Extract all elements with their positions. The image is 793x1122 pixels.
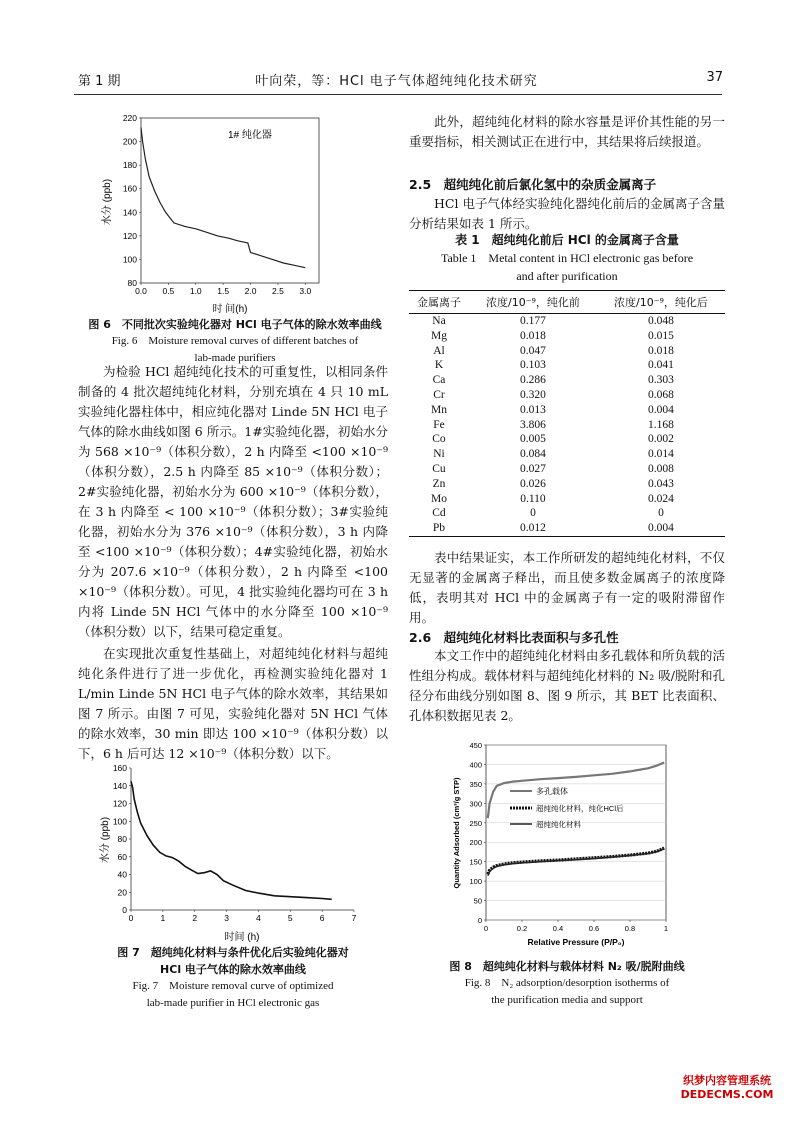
fig7-series-line bbox=[131, 781, 332, 899]
table1-cell-ion: Na bbox=[432, 315, 446, 327]
table1-cell-after: 0.015 bbox=[648, 329, 674, 342]
fig8-chart bbox=[450, 735, 690, 950]
fig6-caption bbox=[74, 316, 396, 367]
table1-cell-ion: Cd bbox=[432, 507, 446, 520]
table1-cell-before: 0.320 bbox=[520, 388, 546, 401]
table-row bbox=[409, 492, 725, 507]
y-tick-label: 80 bbox=[127, 278, 137, 288]
fig7-caption-cn-1: 图 7 超纯纯化材料与条件优化后实验纯化器对 bbox=[117, 946, 349, 959]
table1-cell-before: 0.012 bbox=[469, 521, 597, 536]
table1-header-row bbox=[409, 291, 725, 314]
table1-cell-after: 0.018 bbox=[648, 344, 674, 357]
table1-cell-ion: Mo bbox=[430, 492, 447, 505]
fig8-y-ticks bbox=[469, 741, 486, 925]
fig7-x-ticks bbox=[129, 910, 357, 923]
table1-cell-ion: Cr bbox=[433, 388, 445, 401]
table1-cell-ion: Mn bbox=[430, 403, 447, 416]
fig6-xlabel: 时 间(h) bbox=[212, 304, 248, 315]
fig7-caption-en-1: Fig. 7 Moisture removal curve of optimized bbox=[132, 980, 334, 992]
x-tick-label: 0.0 bbox=[135, 286, 147, 296]
table1-cell-after: 0.024 bbox=[648, 492, 674, 505]
watermark-line-2: DEDECMS.COM bbox=[680, 1088, 774, 1101]
y-tick-label: 0 bbox=[477, 916, 482, 925]
table-row bbox=[409, 358, 725, 373]
table1-header-ion: 金属离子 bbox=[409, 291, 469, 314]
y-tick-label: 50 bbox=[473, 896, 482, 906]
y-tick-label: 200 bbox=[122, 136, 137, 147]
y-tick-label: 120 bbox=[122, 230, 137, 241]
table1-cell-before: 0.177 bbox=[520, 315, 546, 327]
y-tick-label: 140 bbox=[122, 207, 137, 218]
issue-label: 第 1 期 bbox=[78, 74, 121, 89]
fig8-xlabel: Relative Pressure (P/P₀) bbox=[527, 937, 625, 947]
table1-cell-ion: Fe bbox=[433, 418, 445, 431]
table1-cell-ion: Zn bbox=[432, 477, 446, 490]
table1-cell-before: 0.286 bbox=[520, 374, 546, 387]
right-paragraph-1-block bbox=[409, 112, 725, 152]
table-row bbox=[409, 521, 725, 536]
table1-cell-after: 0.014 bbox=[648, 448, 674, 461]
table1-cell-ion: Co bbox=[432, 433, 446, 446]
fig7-chart bbox=[96, 760, 366, 945]
fig8-legend-1: 多孔载体 bbox=[536, 787, 568, 796]
y-tick-label: 0 bbox=[122, 905, 127, 915]
table1-cell-before: 0 bbox=[530, 507, 536, 520]
table1-title-cn: 表 1 超纯纯化前后 HCl 的金属离子含量 bbox=[455, 233, 679, 247]
x-tick-label: 0.6 bbox=[588, 924, 600, 933]
table1-title-en-1: Table 1 Metal content in HCl electronic gas before bbox=[440, 251, 694, 265]
x-tick-label: 0.5 bbox=[162, 286, 175, 296]
fig6-y-ticks bbox=[123, 113, 141, 288]
y-tick-label: 100 bbox=[122, 254, 137, 265]
table1-cell-before: 3.806 bbox=[520, 418, 546, 431]
right-paragraph-3: 表中结果证实，本工作所研发的超纯纯化材料，不仅无显著的金属离子释出，而且使多数金属离子的浓度降低，表明其对 HCl 中的金属离子有一定的吸附滞留作用。 bbox=[409, 550, 725, 625]
y-tick-label: 250 bbox=[469, 818, 482, 828]
right-paragraph-2: HCl 电子气体经实验纯化器纯化前后的金属离子含量分析结果如表 1 所示。 bbox=[409, 196, 725, 231]
page-number: 37 bbox=[706, 70, 723, 85]
section-2-5-heading: 2.5 超纯纯化前后氯化氢中的杂质金属离子 bbox=[409, 177, 657, 192]
fig8-series-after bbox=[488, 848, 664, 874]
running-title: 叶向荣，等：HCl 电子气体超纯纯化技术研究 bbox=[255, 74, 538, 89]
y-tick-label: 400 bbox=[469, 760, 482, 770]
x-tick-label: 1.5 bbox=[217, 286, 230, 296]
x-tick-label: 2.0 bbox=[244, 286, 257, 296]
fig7-caption-en-2: lab-made purifier in HCl electronic gas bbox=[146, 997, 320, 1009]
fig7-caption-cn-2: HCl 电子气体的除水效率曲线 bbox=[160, 963, 306, 976]
fig6-caption-en-2: lab-made purifiers bbox=[194, 352, 276, 364]
y-tick-label: 220 bbox=[122, 113, 137, 123]
section-2-6-heading: 2.6 超纯纯化材料比表面积与多孔性 bbox=[409, 630, 619, 645]
table1-cell-ion: Mg bbox=[430, 329, 447, 342]
table-row bbox=[409, 388, 725, 403]
x-tick-label: 0.2 bbox=[516, 924, 528, 933]
x-tick-label: 2 bbox=[192, 913, 198, 923]
y-tick-label: 60 bbox=[117, 851, 127, 862]
fig6-x-ticks bbox=[135, 283, 311, 296]
x-tick-label: 0.8 bbox=[624, 924, 636, 933]
left-paragraph-1: 为检验 HCl 超纯纯化技术的可重复性，以相同条件制备的 4 批次超纯纯化材料，分别充填在 4 只 10 mL 实验纯化器柱体中，相应纯化器对 Linde 5N HCl 电子气体的除水曲线如图 6 所示。1#实验纯化器，初始水分为 568 ×10⁻⁹（体积分数），2 h 内降至 <100 ×10⁻⁹（体积分数），2.5 h 内降至 85 ×10⁻⁹（体积分数）；2#实验纯化器，初始水分为 600 ×10⁻⁹（体积分数），在 3 h 内降至 < 100 ×10⁻⁹（体积分数）；3#实验纯化器，初始水分为 376 ×10⁻⁹（体积分数），3 h 内降至 <100 ×10⁻⁹（体积分数）；4#实验纯化器，初始水分为 207.6 ×10⁻⁹（体积分数），2 h 内降至 <100 ×10⁻⁹（体积分数）。可见，4 批实验纯化器均可在 3 h 内将 Linde 5N HCl 气体中的水分降至 100 ×10⁻⁹（体积分数）以下，结果可稳定重复。 bbox=[78, 364, 388, 639]
fig8-caption-cn: 图 8 超纯纯化材料与载体材料 N₂ 吸/脱附曲线 bbox=[449, 960, 685, 973]
fig6-caption-en-1: Fig. 6 Moisture removal curves of different batches of bbox=[111, 335, 359, 347]
y-tick-label: 160 bbox=[122, 183, 137, 194]
page-header bbox=[0, 70, 793, 92]
fig8-gridlines bbox=[486, 745, 666, 920]
y-tick-label: 140 bbox=[112, 780, 127, 791]
y-tick-label: 200 bbox=[469, 838, 482, 848]
y-tick-label: 150 bbox=[469, 857, 482, 867]
table-row bbox=[409, 447, 725, 462]
x-tick-label: 3 bbox=[224, 913, 229, 923]
fig8-caption bbox=[409, 958, 725, 1009]
table1-cell-before: 0.110 bbox=[520, 492, 546, 505]
x-tick-label: 5 bbox=[287, 913, 293, 923]
table1-cell-ion: Pb bbox=[409, 521, 469, 536]
x-tick-label: 2.5 bbox=[272, 286, 284, 296]
fig8-ylabel: Quantity Adsorbed (cm³/g STP) bbox=[452, 777, 461, 889]
table1-cell-after: 0.041 bbox=[648, 359, 674, 372]
table1-cell-after: 0.303 bbox=[648, 374, 674, 387]
left-body bbox=[78, 362, 388, 764]
x-tick-label: 1.0 bbox=[189, 286, 202, 296]
x-tick-label: 4 bbox=[256, 913, 261, 923]
fig6-chart bbox=[100, 110, 330, 315]
table1-cell-ion: Al bbox=[433, 344, 445, 357]
table1-cell-after: 0 bbox=[658, 507, 664, 520]
y-tick-label: 40 bbox=[117, 869, 127, 880]
table1-cell-before: 0.018 bbox=[520, 329, 546, 342]
table1-cell-ion: Ca bbox=[432, 374, 446, 387]
right-paragraph-3-block bbox=[409, 548, 725, 628]
table-row bbox=[409, 432, 725, 447]
fig7-ylabel: 水分 (ppb) bbox=[100, 816, 111, 864]
y-tick-label: 160 bbox=[112, 763, 127, 773]
fig8-legend-2: 超纯纯化材料，纯化HCl后 bbox=[536, 804, 624, 813]
right-paragraph-4-block bbox=[409, 646, 725, 726]
watermark-line-1: 织梦内容管理系统 bbox=[683, 1074, 771, 1087]
fig7-y-ticks bbox=[113, 763, 131, 915]
table-row bbox=[409, 314, 725, 329]
table1-cell-before: 0.103 bbox=[520, 359, 546, 372]
table1-cell-after: 0.043 bbox=[648, 477, 674, 490]
table1-cell-after: 0.008 bbox=[648, 462, 674, 475]
x-tick-label: 0.4 bbox=[552, 924, 564, 933]
table1-header-before: 浓度/10⁻⁹，纯化前 bbox=[469, 291, 597, 314]
fig8-legend-3: 超纯纯化材料 bbox=[536, 820, 581, 829]
x-tick-label: 1 bbox=[160, 913, 166, 923]
y-tick-label: 80 bbox=[117, 834, 127, 844]
table-row bbox=[409, 477, 725, 492]
table1-cell-after: 0.068 bbox=[648, 388, 674, 401]
table1-header-after: 浓度/10⁻⁹，纯化后 bbox=[597, 291, 725, 314]
watermark bbox=[667, 1074, 787, 1102]
table1-cell-before: 0.005 bbox=[520, 433, 546, 446]
table1-cell-before: 0.047 bbox=[520, 344, 546, 357]
x-tick-label: 0 bbox=[483, 924, 489, 933]
table1-cell-ion: Ni bbox=[433, 448, 445, 461]
fig8-caption-en-1: Fig. 8 N₂ adsorption/desorption isotherms of bbox=[464, 977, 670, 989]
table1-cell-before: 0.026 bbox=[520, 477, 546, 490]
table1 bbox=[409, 290, 725, 537]
table-row bbox=[409, 344, 725, 359]
table-row bbox=[409, 506, 725, 521]
right-paragraph-2-block bbox=[409, 194, 725, 234]
y-tick-label: 350 bbox=[469, 779, 482, 789]
table-row bbox=[409, 418, 725, 433]
x-tick-label: 0 bbox=[128, 913, 134, 923]
y-tick-label: 20 bbox=[117, 887, 127, 898]
right-paragraph-1: 此外，超纯纯化材料的除水容量是评价其性能的另一重要指标，相关测试正在进行中，其结果将后续报道。 bbox=[409, 114, 725, 149]
x-tick-label: 6 bbox=[319, 913, 325, 923]
fig7-caption bbox=[78, 944, 388, 1012]
table1-cell-after: 0.002 bbox=[648, 433, 674, 446]
table1-title bbox=[409, 232, 725, 285]
table-row bbox=[409, 462, 725, 477]
table1-title-en-2: and after purification bbox=[516, 269, 618, 283]
y-tick-label: 120 bbox=[112, 798, 127, 809]
table1-cell-ion: K bbox=[434, 359, 444, 372]
x-tick-label: 7 bbox=[351, 913, 357, 923]
table-row bbox=[409, 329, 725, 344]
x-tick-label: 3.0 bbox=[299, 286, 312, 296]
table-row bbox=[409, 403, 725, 418]
y-tick-label: 180 bbox=[122, 160, 137, 171]
header-rule bbox=[74, 94, 722, 95]
fig8-caption-en-2: the purification media and support bbox=[491, 994, 643, 1006]
table1-cell-before: 0.013 bbox=[520, 403, 546, 416]
fig7-xlabel: 时间 (h) bbox=[224, 932, 260, 943]
fig6-ylabel: 水分 (ppb) bbox=[102, 178, 113, 226]
fig6-legend: 1# 纯化器 bbox=[228, 130, 272, 141]
fig6-caption-cn: 图 6 不同批次实验纯化器对 HCl 电子气体的除水效率曲线 bbox=[88, 318, 382, 331]
y-tick-label: 100 bbox=[469, 877, 482, 887]
y-tick-label: 100 bbox=[112, 816, 127, 827]
table1-cell-after: 0.004 bbox=[597, 521, 725, 536]
y-tick-label: 300 bbox=[469, 799, 482, 809]
fig6-series-line bbox=[141, 127, 305, 267]
fig8-x-ticks bbox=[484, 920, 668, 933]
table1-cell-after: 0.004 bbox=[648, 403, 674, 416]
table1-cell-after: 0.048 bbox=[648, 315, 674, 327]
x-tick-label: 1 bbox=[663, 924, 669, 933]
table-row bbox=[409, 373, 725, 388]
table1-cell-before: 0.027 bbox=[520, 462, 546, 475]
left-paragraph-2: 在实现批次重复性基础上，对超纯纯化材料与超纯纯化条件进行了进一步优化，再检测实验纯化器对 1 L/min Linde 5N HCl 电子气体的除水效率，其结果如图 7 所示。由图 7 可见，实验纯化器对 5N HCl 气体的除水效率，30 min 即达 100 ×10⁻⁹（体积分数）以下，6 h 后可达 12 ×10⁻⁹（体积分数）以下。 bbox=[78, 646, 388, 761]
table1-cell-before: 0.084 bbox=[520, 448, 546, 461]
right-paragraph-4: 本文工作中的超纯纯化材料由多孔载体和所负载的活性组分构成。载体材料与超纯纯化材料的 N₂ 吸/脱附和孔径分布曲线分别如图 8、图 9 所示，其 BET 比表面积、孔体积数据见表 2。 bbox=[409, 648, 725, 723]
table1-cell-ion: Cu bbox=[432, 462, 446, 475]
table1-cell-after: 1.168 bbox=[648, 418, 674, 431]
y-tick-label: 450 bbox=[469, 741, 482, 750]
